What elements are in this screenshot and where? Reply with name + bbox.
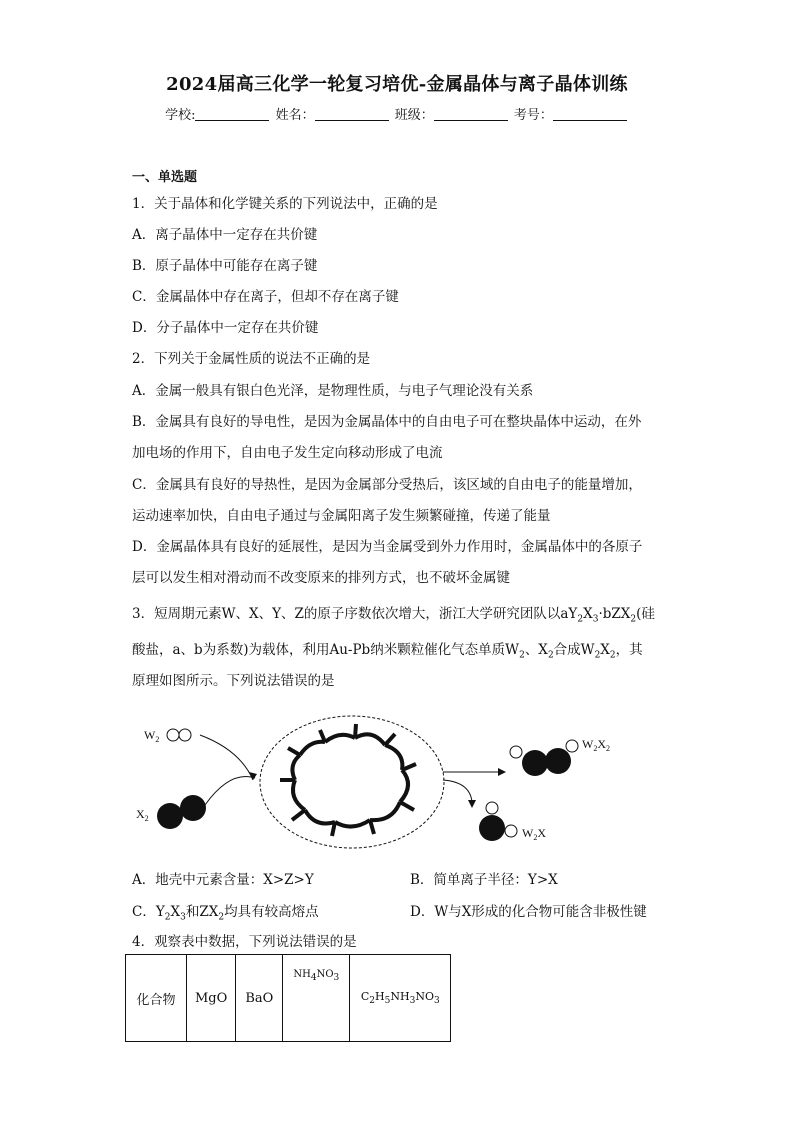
number-label: 考号： [513, 108, 553, 123]
table-cell: $C_2H_5NH_3NO_3$ [350, 955, 451, 1042]
student-info-row [0, 104, 794, 123]
compound-table [125, 954, 451, 1042]
q1-stem: 1．关于晶体和化学键关系的下列说法中，正确的是 [132, 196, 438, 212]
q2-option-c-line2: 运动速率加快，自由电子通过与金属阳离子发生频繁碰撞，传递了能量 [132, 508, 551, 524]
h-atom-icon [179, 729, 191, 741]
q3-option-d: D．W与X形成的化合物可能含非极性键 [410, 904, 647, 920]
q2-option-b-line1: B．金属具有良好的导电性，是因为金属晶体中的自由电子可在整块晶体中运动，在外 [132, 414, 642, 430]
q3-stem-line1: 3．短周期元素W、X、Y、Z的原子序数依次增大，浙江大学研究团队以$aY_2X_3\cdot bZX_2$(硅 [132, 606, 655, 625]
school-blank[interactable] [195, 108, 269, 121]
q1-option-a: A．离子晶体中一定存在共价键 [132, 227, 318, 243]
h-atom-icon [566, 740, 578, 752]
w2x2-label: $W_2X_2$ [582, 737, 610, 753]
q2-option-a: A．金属一般具有银白色光泽，是物理性质，与电子气理论没有关系 [132, 383, 534, 399]
q2-option-c-line1: C．金属具有良好的导热性，是因为金属部分受热后，该区域的自由电子的能量增加， [132, 477, 642, 493]
table-cell: 化合物 [126, 955, 187, 1042]
q3-stem-line2: 酸盐，a、b为系数)为载体，利用Au-Pb纳米颗粒催化气态单质$W_2$、$X_2$合成$W_2X_2$，其 [132, 642, 643, 661]
q2-stem: 2．下列关于金属性质的说法不正确的是 [132, 351, 371, 367]
h-atom-icon [510, 746, 522, 758]
h-atom-icon [486, 802, 498, 814]
w2-label: $W_2$ [144, 728, 160, 744]
h-atom-icon [505, 825, 517, 837]
table-cell: BaO [236, 955, 283, 1042]
o-atom-icon [479, 815, 505, 841]
q3-option-c: C．$Y_2X_3$和$ZX_2$均具有较高熔点 [132, 904, 319, 923]
o-atom-icon [522, 750, 548, 776]
q3-stem-line3: 原理如图所示。下列说法错误的是 [132, 673, 335, 689]
q4-stem: 4．观察表中数据，下列说法错误的是 [132, 934, 357, 950]
q1-option-d: D．分子晶体中一定存在共价键 [132, 320, 319, 336]
table-cell: $NH_4NO_3$ [283, 955, 350, 1042]
silicate-ring-icon [280, 724, 416, 836]
page-title: 2024届高三化学一轮复习培优-金属晶体与离子晶体训练 [166, 74, 628, 95]
table-row [126, 955, 451, 1042]
h-atom-icon [167, 729, 179, 741]
q1-option-b: B．原子晶体中可能存在离子键 [132, 258, 318, 274]
arrow-icon [205, 777, 255, 805]
x2-label: $X_2$ [136, 807, 149, 823]
catalysis-diagram [130, 710, 670, 855]
q3-option-a: A．地壳中元素含量：X>Z>Y [132, 872, 314, 888]
arrow-icon [200, 735, 253, 780]
o-atom-icon [545, 748, 571, 774]
q2-option-d-line1: D．金属晶体具有良好的延展性，是因为当金属受到外力作用时，金属晶体中的各原子 [132, 539, 643, 555]
arrow-icon [443, 780, 472, 802]
q2-option-b-line2: 加电场的作用下，自由电子发生定向移动形成了电流 [132, 445, 443, 461]
section-title: 一、单选题 [132, 170, 198, 185]
name-label: 姓名： [275, 108, 315, 123]
number-blank[interactable] [553, 108, 627, 121]
table-cell: MgO [187, 955, 236, 1042]
name-blank[interactable] [315, 108, 389, 121]
w2x-label: $W_2X$ [522, 826, 546, 842]
q3-option-b: B．简单离子半径：Y>X [410, 872, 558, 888]
q1-option-c: C．金属晶体中存在离子，但却不存在离子键 [132, 289, 399, 305]
class-blank[interactable] [434, 108, 508, 121]
class-label: 班级： [394, 108, 434, 123]
school-label: 学校: [165, 108, 196, 123]
o-atom-icon [180, 795, 206, 821]
q2-option-d-line2: 层可以发生相对滑动而不改变原来的排列方式，也不破坏金属键 [132, 570, 510, 586]
o-atom-icon [157, 803, 183, 829]
